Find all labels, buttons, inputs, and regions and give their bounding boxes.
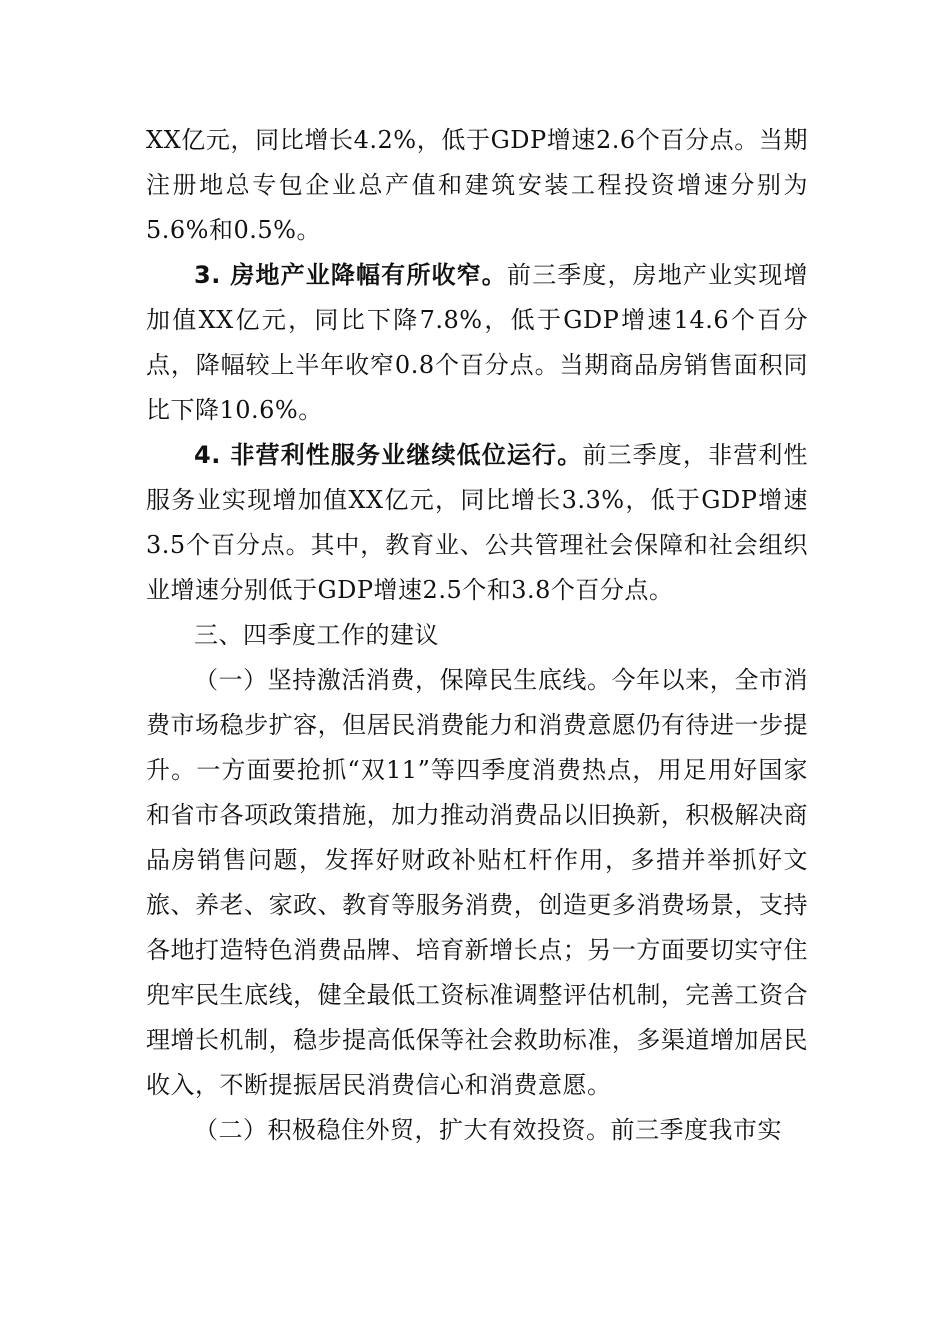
paragraph-text: 前三季度，房地产业实现增加值XX亿元，同比下降7.8%，低于GDP增速14.6个百分点，降幅较上半年收窄0.8个百分点。当期商品房销售面积同比下降10.6%。 [146,261,809,424]
paragraph-real-estate [146,253,808,433]
paragraph-text: （二）积极稳住外贸，扩大有效投资。前三季度我市实 [194,1116,782,1144]
paragraph-text: 前三季度，非营利性服务业实现增加值XX亿元，同比增长3.3%，低于GDP增速3.5个百分点。其中，教育业、公共管理社会保障和社会组织业增速分别低于GDP增速2.5个和3.8个百分点。 [146,441,809,604]
paragraph-foreign-trade [146,1108,808,1153]
paragraph-text: XX亿元，同比增长4.2%，低于GDP增速2.6个百分点。当期注册地总专包企业总产值和建筑安装工程投资增速分别为5.6%和0.5%。 [146,126,808,244]
paragraph-construction-continued [146,118,808,253]
paragraph-lead-real-estate: 3. 房地产业降幅有所收窄。 [194,261,507,289]
paragraph-lead-non-profit: 4. 非营利性服务业继续低位运行。 [194,441,583,469]
paragraph-text: （一）坚持激活消费，保障民生底线。今年以来，全市消费市场稳步扩容，但居民消费能力和消费意愿仍有待进一步提升。一方面要抢抓“双11”等四季度消费热点，用足用好国家和省市各项政策措施，加力推动消费品以旧换新，积极解决商品房销售问题，发挥好财政补贴杠杆作用，多措并举抓好文旅、养老、家政、教育等服务消费，创造更多消费场景，支持各地打造特色消费品牌、培育新增长点；另一方面要切实守住兜牢民生底线，健全最低工资标准调整评估机制，完善工资合理增长机制，稳步提高低保等社会救助标准，多渠道增加居民收入，不断提振居民消费信心和消费意愿。 [146,666,808,1099]
section-heading-recommendations [146,613,808,658]
paragraph-non-profit-services [146,433,808,613]
document-body [146,118,808,1153]
section-heading-text: 三、四季度工作的建议 [194,621,439,649]
paragraph-consumption [146,658,808,1108]
